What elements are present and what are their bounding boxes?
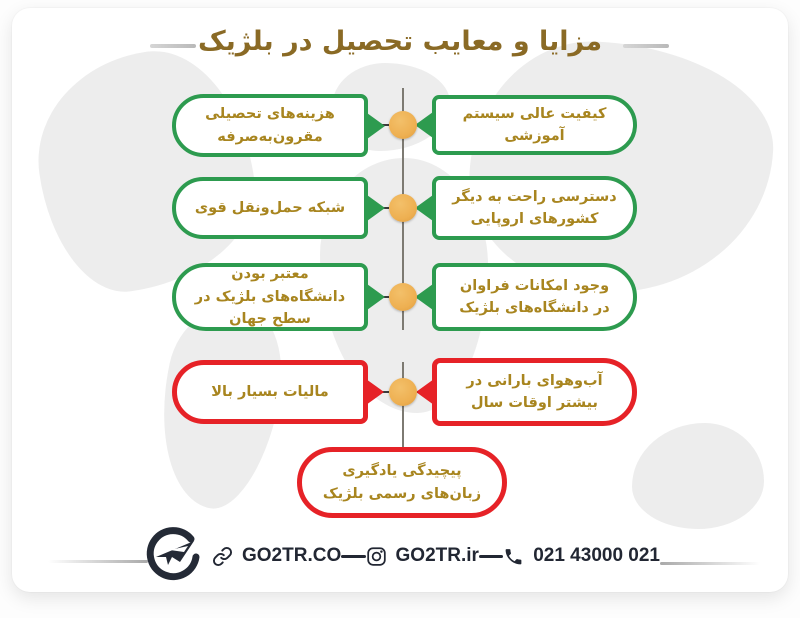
phone-number: 021 43000 021 xyxy=(533,545,660,566)
connector-dot-4 xyxy=(389,378,417,406)
footer-line-right xyxy=(660,562,760,565)
box-tip xyxy=(367,113,385,139)
instagram-icon xyxy=(366,546,387,567)
link-icon xyxy=(212,546,233,567)
footer-bar xyxy=(212,536,660,576)
box-label: کیفیت عالی سیستم آموزشی xyxy=(462,105,607,144)
box-tip xyxy=(415,112,433,138)
box-label: معتبر بودن دانشگاه‌های بلژیک در سطح جهان xyxy=(194,266,346,328)
disadvantage-box-rainy-weather xyxy=(432,358,637,426)
website-group xyxy=(212,545,341,567)
box-label: پیچیدگی یادگیری زبان‌های رسمی بلژیک xyxy=(322,463,482,502)
go2tr-logo xyxy=(144,524,204,584)
phone-group xyxy=(503,545,660,567)
box-tip xyxy=(366,379,384,405)
title-decoration-right xyxy=(623,44,669,48)
box-label: شبکه حمل‌ونقل قوی xyxy=(194,199,346,216)
box-label: مالیات بسیار بالا xyxy=(211,383,329,400)
instagram-link: GO2TR.ir xyxy=(395,545,479,566)
connector-dot-1 xyxy=(389,111,417,139)
map-continent-australia xyxy=(632,423,764,529)
box-tip xyxy=(367,195,385,221)
disadvantage-box-high-taxes xyxy=(172,360,368,424)
phone-icon xyxy=(503,546,524,567)
advantage-box-education-quality xyxy=(432,95,637,155)
footer-line-left xyxy=(48,560,148,563)
website-link: GO2TR.CO xyxy=(242,545,342,566)
box-tip xyxy=(415,195,433,221)
box-label: دسترسی راحت به دیگر کشورهای اروپایی xyxy=(452,188,617,227)
map-continent-asia xyxy=(464,35,779,300)
page-title: مزایا و معایب تحصیل در بلژیک xyxy=(197,26,603,57)
box-label: وجود امکانات فراوان در دانشگاه‌های بلژیک xyxy=(459,277,610,316)
infographic-card xyxy=(12,8,788,592)
connector-dot-2 xyxy=(389,194,417,222)
advantage-box-affordable-costs xyxy=(172,94,368,157)
footer-separator xyxy=(341,555,365,558)
advantage-box-university-prestige xyxy=(172,263,368,331)
connector-dot-3 xyxy=(389,283,417,311)
disadvantage-box-language-complexity xyxy=(297,447,507,518)
box-tip xyxy=(416,379,434,405)
footer-separator xyxy=(479,555,503,558)
advantage-box-university-facilities xyxy=(432,263,637,331)
box-tip xyxy=(415,284,433,310)
advantage-box-transport-network xyxy=(172,177,368,239)
instagram-group xyxy=(366,545,479,567)
box-label: آب‌وهوای بارانی در بیشتر اوقات سال xyxy=(466,372,603,411)
box-tip xyxy=(367,284,385,310)
advantage-box-europe-access xyxy=(432,176,637,240)
box-label: هزینه‌های تحصیلی مقرون‌به‌صرفه xyxy=(205,106,335,145)
